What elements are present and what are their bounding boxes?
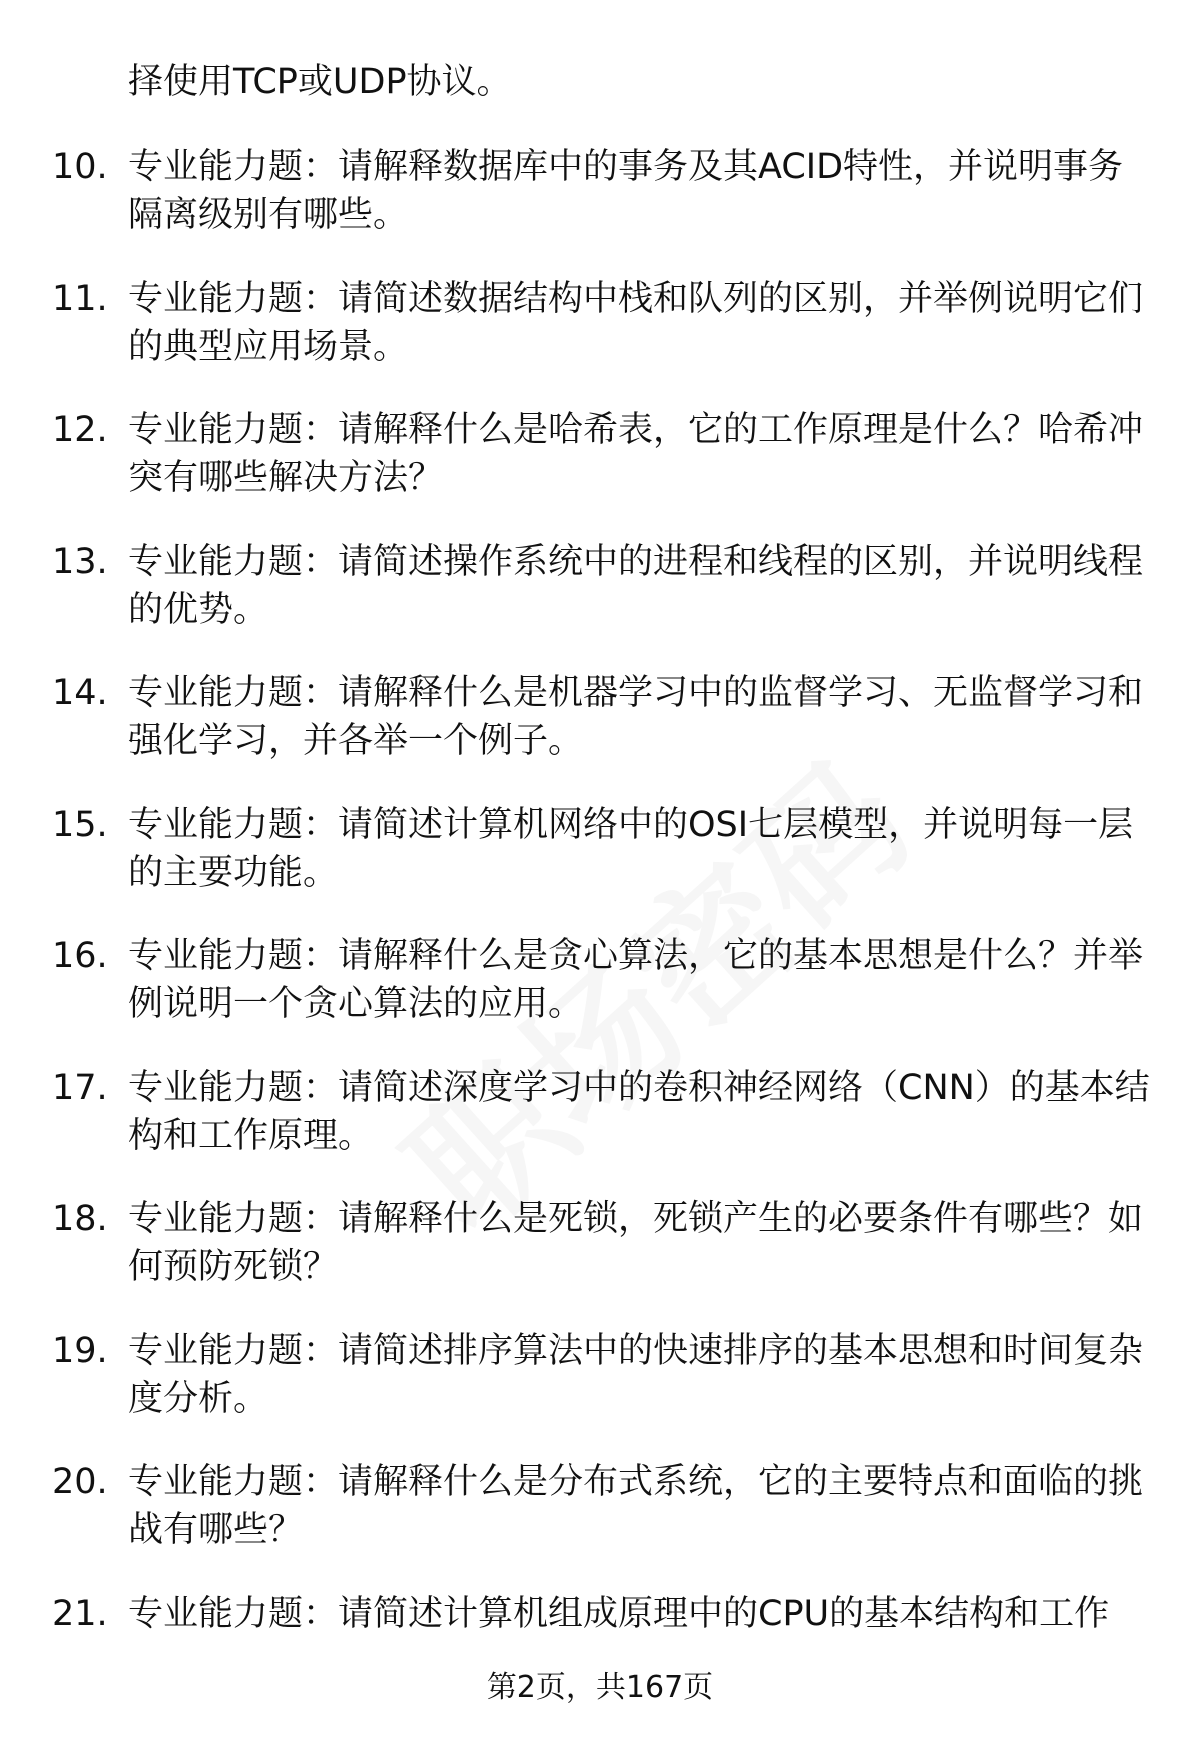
- question-number: 16.: [52, 936, 108, 976]
- question-text: 专业能力题：请简述数据结构中栈和队列的区别，并举例说明它们的典型应用场景。: [128, 278, 1144, 367]
- continuation-text: 择使用TCP或UDP协议。: [128, 62, 512, 102]
- question-text: 专业能力题：请解释什么是贪心算法，它的基本思想是什么？并举例说明一个贪心算法的应用。: [128, 936, 1144, 1024]
- question-number: 18.: [52, 1199, 108, 1239]
- question-number: 21.: [52, 1593, 108, 1634]
- question-item: [0, 669, 1200, 801]
- question-number: 20.: [52, 1462, 108, 1502]
- question-text: 专业能力题：请简述操作系统中的进程和线程的区别，并说明线程的优势。: [128, 541, 1144, 630]
- question-text: 专业能力题：请简述计算机网络中的OSI七层模型，并说明每一层的主要功能。: [128, 804, 1134, 893]
- question-number: 11.: [52, 278, 108, 319]
- question-item: [0, 143, 1200, 275]
- question-list: [0, 143, 1200, 1721]
- page-footer: 第2页，共167页: [486, 1670, 714, 1705]
- question-text: 专业能力题：请解释数据库中的事务及其ACID特性，并说明事务隔离级别有哪些。: [128, 147, 1124, 235]
- question-item: [0, 406, 1200, 538]
- question-number: 15.: [52, 804, 108, 845]
- question-item: [0, 538, 1200, 670]
- question-number: 14.: [52, 673, 108, 713]
- question-item: [0, 1195, 1200, 1327]
- question-item: [0, 1327, 1200, 1459]
- question-item: [0, 801, 1200, 933]
- question-text: 专业能力题：请简述排序算法中的快速排序的基本思想和时间复杂度分析。: [128, 1330, 1144, 1419]
- question-text: 专业能力题：请简述计算机组成原理中的CPU的基本结构和工作: [128, 1593, 1110, 1634]
- question-number: 12.: [52, 410, 108, 450]
- question-text: 专业能力题：请解释什么是机器学习中的监督学习、无监督学习和强化学习，并各举一个例子。: [128, 673, 1144, 761]
- question-number: 19.: [52, 1330, 108, 1371]
- question-item: [0, 275, 1200, 407]
- question-number: 10.: [52, 147, 108, 187]
- question-text: 专业能力题：请解释什么是哈希表，它的工作原理是什么？哈希冲突有哪些解决方法？: [128, 410, 1144, 498]
- question-number: 13.: [52, 541, 108, 582]
- question-number: 17.: [52, 1067, 108, 1108]
- question-text: 专业能力题：请简述深度学习中的卷积神经网络（CNN）的基本结构和工作原理。: [128, 1067, 1150, 1156]
- question-item: [0, 1064, 1200, 1196]
- question-text: 专业能力题：请解释什么是分布式系统，它的主要特点和面临的挑战有哪些？: [128, 1462, 1144, 1550]
- question-item: [0, 1458, 1200, 1590]
- question-item: [0, 932, 1200, 1064]
- question-text: 专业能力题：请解释什么是死锁，死锁产生的必要条件有哪些？如何预防死锁？: [128, 1199, 1144, 1287]
